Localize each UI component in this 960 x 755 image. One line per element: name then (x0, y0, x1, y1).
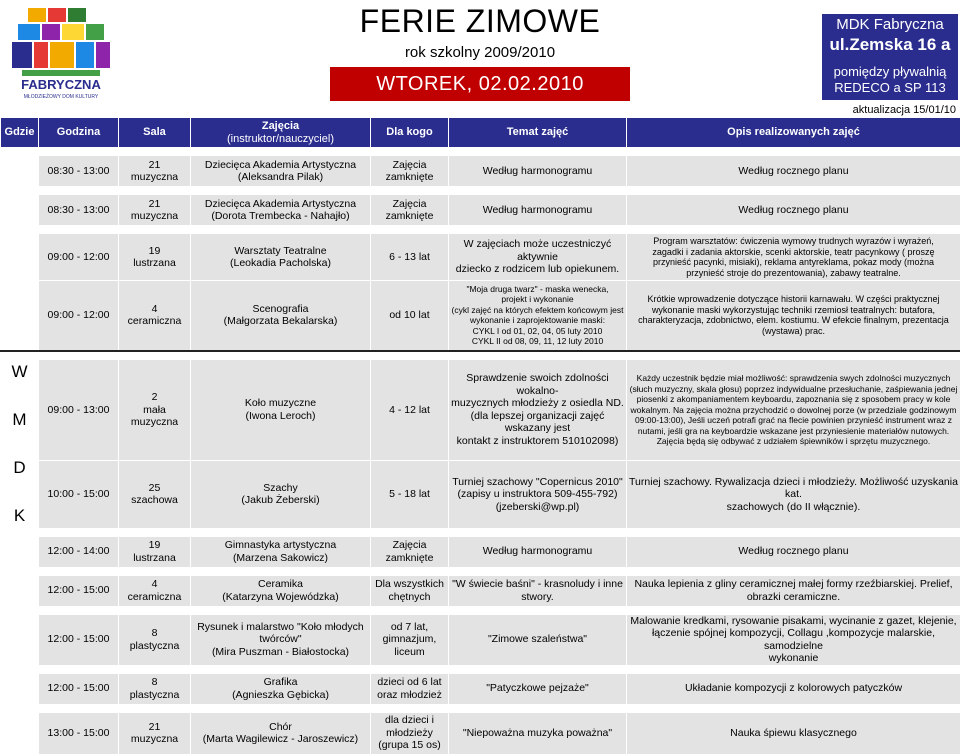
page-title: FERIE ZIMOWE (330, 4, 630, 38)
col-zajecia-sub: (instruktor/nauczyciel) (227, 133, 334, 145)
activity-instructor: (Małgorzata Bekalarska) (224, 315, 338, 327)
description-line: Malowanie kredkami, rysowanie pisakami, wycinanie z gazet, klejenie, (630, 615, 956, 627)
audience-line: liceum (394, 646, 424, 658)
activity-instructor: (Aleksandra Pilak) (238, 171, 323, 183)
col-godzina: Godzina (39, 118, 119, 148)
activity-name: Rysunek i malarstwo "Koło młodych (197, 621, 364, 633)
activity-name: Gimnastyka artystyczna (225, 539, 336, 551)
topic-line: (jzeberski@wp.pl) (496, 501, 580, 513)
description-line: Krótkie wprowadzenie dotyczące historii karnawału. W części praktycznej (647, 294, 939, 304)
audience-cell (371, 673, 449, 704)
activity-name: Scenografia (252, 303, 308, 315)
col-zajecia (191, 118, 371, 148)
audience-cell: 6 - 13 lat (371, 234, 449, 281)
room-number: 8 (152, 676, 158, 688)
time-cell: 13:00 - 15:00 (39, 712, 119, 754)
topic-line: Turniej szachowy "Copernicus 2010" (452, 476, 622, 488)
topic-line: CYKL II od 08, 09, 11, 12 luty 2010 (472, 336, 603, 346)
audience-line: Zajęcia (393, 198, 427, 210)
description-line: wokalnym. Na zajęcia można przychodzić o dowolnej porze (w przedziale godzinowym (631, 405, 957, 415)
description-line: obrazki ceramiczne. (747, 591, 840, 603)
room-cell (119, 712, 191, 754)
description-line: Program warsztatów: ćwiczenia wymowy trudnych wyrazów i wyrażeń, (653, 236, 934, 246)
audience-line: dla dzieci i (385, 714, 434, 726)
topic-cell (449, 461, 627, 528)
topic-line: projekt i wykonanie (501, 294, 573, 304)
activity-name: Dziecięca Akademia Artystyczna (205, 198, 356, 210)
logo-text: FABRYCZNA (2, 78, 120, 92)
audience-line: młodzieży (386, 727, 433, 739)
room-number: 4 (152, 303, 158, 315)
room-number: 19 (149, 539, 161, 551)
room-cell (119, 536, 191, 567)
description-line: (wystawa) prac. (762, 326, 825, 336)
audience-line: zamknięte (386, 171, 434, 183)
description-line: przynieść stroje do prezentowania), zabawy teatralne. (686, 268, 901, 278)
audience-line: chętnych (388, 591, 430, 603)
audience-line: od 7 lat, (391, 621, 428, 633)
room-name: muzyczna (131, 733, 178, 745)
header (0, 0, 960, 117)
audience-cell (371, 536, 449, 567)
org-location-note-2: REDECO a SP 113 (822, 80, 958, 95)
description-line: Każdy uczestnik będzie miał możliwość: sprawdzenia swych zdolności muzycznych (637, 373, 951, 383)
topic-line: (cykl zajęć na których efektem końcowym jest (452, 305, 624, 315)
activity-instructor: (Jakub Żeberski) (241, 494, 319, 506)
school-year: rok szkolny 2009/2010 (330, 45, 630, 61)
topic-cell: "Zimowe szaleństwa" (449, 614, 627, 665)
room-number: 19 (149, 245, 161, 257)
room-number: 8 (152, 627, 158, 639)
topic-cell: Według harmonogramu (449, 195, 627, 226)
col-temat: Temat zajęć (449, 118, 627, 148)
audience-line: Zajęcia (393, 539, 427, 551)
audience-line: oraz młodzież (377, 689, 442, 701)
activity-cell (191, 281, 371, 351)
description-line: nutami, jeśli gra na keyboardzie wskazane jest przyniesienie materiałów nutowych. (638, 426, 949, 436)
topic-cell (449, 575, 627, 606)
gdzie-cell (1, 575, 39, 606)
activity-name: Dziecięca Akademia Artystyczna (205, 159, 356, 171)
activity-name: Koło muzyczne (245, 397, 316, 409)
gdzie-cell (1, 614, 39, 665)
table-row (1, 195, 960, 226)
org-name: MDK Fabryczna (822, 16, 958, 33)
description-line: (słuch muzyczny, skala głosu) poprzez indywidualne przesłuchanie, zaśpiewania jednej (630, 384, 958, 394)
col-gdzie: Gdzie (1, 118, 39, 148)
audience-cell (371, 712, 449, 754)
room-cell (119, 195, 191, 226)
audience-cell: od 10 lat (371, 281, 449, 351)
wmdk-letter: K (14, 506, 25, 525)
description-cell (627, 234, 960, 281)
room-name: lustrzana (133, 257, 176, 269)
table-header-row (1, 118, 960, 148)
room-name: muzyczna (131, 171, 178, 183)
topic-line: muzycznych młodzieży z osiedla ND. (451, 397, 624, 409)
description-cell (627, 281, 960, 351)
update-date: aktualizacja 15/01/10 (853, 104, 956, 116)
logo-subtext: MŁODZIEŻOWY DOM KULTURY (2, 94, 120, 101)
audience-cell: 4 - 12 lat (371, 359, 449, 461)
table-row (1, 614, 960, 665)
room-number: 21 (149, 198, 161, 210)
gdzie-cell (1, 673, 39, 704)
room-number: 21 (149, 159, 161, 171)
activity-instructor: (Leokadia Pacholska) (230, 257, 331, 269)
activity-name-2: twórców" (259, 633, 301, 645)
audience-line: Zajęcia (393, 159, 427, 171)
gdzie-cell (1, 156, 39, 187)
time-cell: 09:00 - 12:00 (39, 281, 119, 351)
gdzie-cell (1, 712, 39, 754)
topic-line: "W świecie baśni" - krasnoludy i inne (452, 578, 623, 590)
audience-cell (371, 614, 449, 665)
activity-name: Ceramika (258, 578, 303, 590)
description-line: wykonanie (769, 652, 819, 664)
description-line: charakteryzacja, zdobnictwo, elem. kostiumu. W efekcie finalnym, prezentacja (638, 315, 949, 325)
description-cell: Według rocznego planu (627, 156, 960, 187)
description-line: Zajęcia będą się odbywać z udziałem śpiewników i sprzętu muzycznego. (657, 436, 931, 446)
table-row (1, 234, 960, 281)
room-cell (119, 461, 191, 528)
activity-cell (191, 575, 371, 606)
wmdk-letter: M (12, 410, 26, 429)
time-cell: 12:00 - 15:00 (39, 614, 119, 665)
room-cell (119, 359, 191, 461)
time-cell: 12:00 - 14:00 (39, 536, 119, 567)
time-cell: 12:00 - 15:00 (39, 575, 119, 606)
schedule-table (0, 117, 960, 755)
description-line: przynieść pacynki, misiaki), reklama antyreklama, pokaz mody (można (653, 257, 934, 267)
time-cell: 08:30 - 13:00 (39, 156, 119, 187)
description-cell: Nauka śpiewu klasycznego (627, 712, 960, 754)
location-wmdk (1, 359, 39, 528)
activity-instructor: (Marta Wagilewicz - Jaroszewicz) (203, 733, 358, 745)
audience-line: zamknięte (386, 210, 434, 222)
audience-line: Dla wszystkich (375, 578, 444, 590)
topic-cell: Według harmonogramu (449, 156, 627, 187)
description-cell (627, 575, 960, 606)
activity-cell (191, 712, 371, 754)
room-cell (119, 234, 191, 281)
room-cell (119, 156, 191, 187)
room-cell (119, 614, 191, 665)
description-cell (627, 461, 960, 528)
activity-cell (191, 614, 371, 665)
topic-cell (449, 281, 627, 351)
room-cell (119, 575, 191, 606)
activity-instructor: (Mira Puszman - Białostocka) (212, 646, 349, 658)
time-cell: 10:00 - 15:00 (39, 461, 119, 528)
room-cell (119, 281, 191, 351)
room-name: plastyczna (130, 689, 180, 701)
wmdk-letter: W (11, 362, 27, 381)
organization-box (822, 14, 958, 100)
topic-cell: Według harmonogramu (449, 536, 627, 567)
gdzie-cell (1, 195, 39, 226)
description-cell: Według rocznego planu (627, 195, 960, 226)
room-number: 4 (152, 578, 158, 590)
audience-cell: 5 - 18 lat (371, 461, 449, 528)
table-row (1, 712, 960, 754)
table-row (1, 536, 960, 567)
description-cell: Według rocznego planu (627, 536, 960, 567)
audience-cell (371, 575, 449, 606)
activity-name: Grafika (264, 676, 298, 688)
activity-instructor: (Katarzyna Wojewódzka) (222, 591, 339, 603)
audience-line: (grupa 15 os) (378, 739, 440, 751)
topic-line: (zapisy u instruktora 509-455-792) (458, 488, 618, 500)
topic-cell (449, 234, 627, 281)
activity-name: Warsztaty Teatralne (234, 245, 326, 257)
time-cell: 08:30 - 13:00 (39, 195, 119, 226)
table-row (1, 673, 960, 704)
description-line: wykonanie maski wykorzystując techniki rzemiosł teatralnych: butafora, (652, 305, 935, 315)
room-name: mała muzyczna (131, 404, 178, 429)
audience-line: gimnazjum, (383, 633, 437, 645)
col-dla-kogo: Dla kogo (371, 118, 449, 148)
audience-line: dzieci od 6 lat (377, 676, 441, 688)
room-number: 25 (149, 482, 161, 494)
activity-instructor: (Dorota Trembecka - Nahajło) (211, 210, 349, 222)
room-number: 2 (152, 391, 158, 403)
time-cell: 09:00 - 12:00 (39, 234, 119, 281)
description-cell (627, 614, 960, 665)
topic-line: wykonanie i zaprojektowanie maski: (470, 315, 605, 325)
description-line: Turniej szachowy. Rywalizacja dzieci i młodzieży. Możliwość uzyskania kat. (629, 476, 958, 501)
room-name: szachowa (131, 494, 178, 506)
mdk-logo (2, 2, 120, 114)
topic-line: "Moja druga twarz" - maska wenecka, (466, 284, 608, 294)
date-banner: WTOREK, 02.02.2010 (330, 67, 630, 101)
table-row (1, 359, 960, 461)
room-name: ceramiczna (128, 591, 182, 603)
topic-line: stwory. (521, 591, 553, 603)
topic-line: dziecko z rodzicem lub opiekunem. (456, 263, 619, 275)
topic-line: kontakt z instruktorem 510102098) (457, 435, 619, 447)
activity-cell (191, 673, 371, 704)
col-sala: Sala (119, 118, 191, 148)
org-street: ul.Zemska 16 a (822, 35, 958, 54)
topic-line: Sprawdzenie swoich zdolności wokalno- (466, 372, 608, 397)
description-cell (627, 359, 960, 461)
table-row (1, 575, 960, 606)
activity-cell (191, 234, 371, 281)
org-location-note: pomiędzy pływalnią (822, 64, 958, 79)
time-cell: 12:00 - 15:00 (39, 673, 119, 704)
activity-cell (191, 461, 371, 528)
activity-cell (191, 536, 371, 567)
gdzie-cell (1, 536, 39, 567)
table-row (1, 461, 960, 528)
wmdk-letter: D (13, 458, 25, 477)
activity-cell (191, 156, 371, 187)
description-line: łączenie spójnej kompozycji, Collagu ,kompozycje malarskie, samodzielne (652, 627, 935, 652)
description-line: 09:00-13:00), Jeśli uczeń potrafi grać na flecie powinien przynieść instrument wraz z (635, 415, 952, 425)
description-line: piosenki z akompaniamentem keyboardu, zapoznania się z sposobem pracy w kole (637, 394, 951, 404)
topic-cell: "Patyczkowe pejzaże" (449, 673, 627, 704)
audience-cell (371, 156, 449, 187)
room-cell (119, 673, 191, 704)
activity-cell (191, 195, 371, 226)
gdzie-cell (1, 234, 39, 281)
room-name: lustrzana (133, 552, 176, 564)
activity-instructor: (Marzena Sakowicz) (233, 552, 328, 564)
room-name: plastyczna (130, 640, 180, 652)
topic-line: W zajęciach może uczestniczyć aktywnie (464, 238, 612, 263)
table-row (1, 281, 960, 351)
audience-cell (371, 195, 449, 226)
topic-cell (449, 359, 627, 461)
topic-line: CYKL I od 01, 02, 04, 05 luty 2010 (473, 326, 603, 336)
activity-instructor: (Agnieszka Gębicka) (232, 689, 329, 701)
room-name: ceramiczna (128, 315, 182, 327)
table-row (1, 156, 960, 187)
description-line: szachowych (do II włącznie). (727, 501, 861, 513)
activity-cell (191, 359, 371, 461)
activity-name: Szachy (263, 482, 297, 494)
gdzie-cell (1, 281, 39, 351)
room-number: 21 (149, 721, 161, 733)
topic-cell: "Niepoważna muzyka poważna" (449, 712, 627, 754)
activity-instructor: (Iwona Leroch) (245, 410, 315, 422)
audience-line: zamknięte (386, 552, 434, 564)
col-opis: Opis realizowanych zajęć (627, 118, 960, 148)
description-cell: Układanie kompozycji z kolorowych patyczków (627, 673, 960, 704)
col-zajecia-label: Zajęcia (262, 120, 299, 132)
topic-line: (dla lepszej organizacji zajęć wskazany jest (471, 410, 605, 435)
room-name: muzyczna (131, 210, 178, 222)
time-cell: 09:00 - 13:00 (39, 359, 119, 461)
activity-name: Chór (269, 721, 292, 733)
description-line: Nauka lepienia z gliny ceramicznej małej formy rzeźbiarskiej. Prelief, (634, 578, 952, 590)
description-line: zagadki i zadania aktorskie, scenki aktorskie, teatr pacynkowy ( proszę (652, 247, 934, 257)
